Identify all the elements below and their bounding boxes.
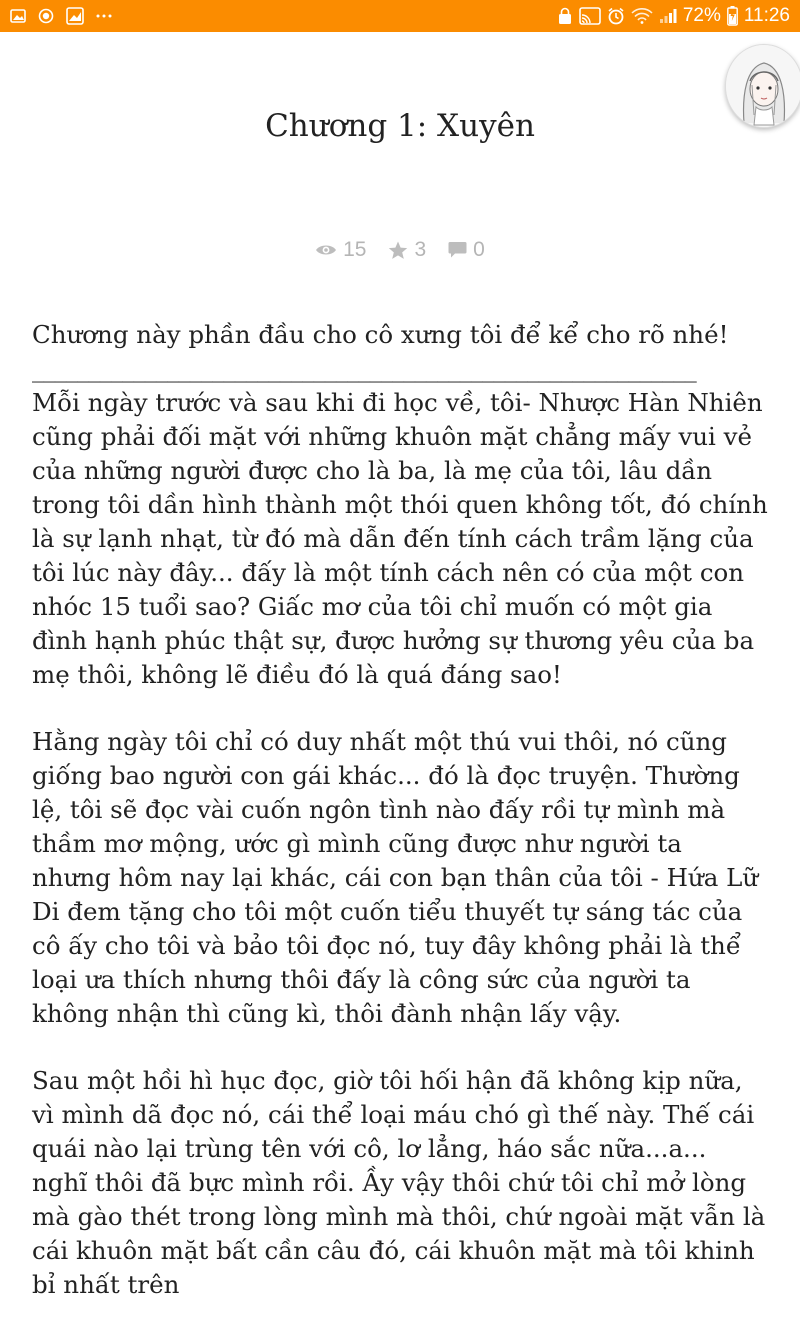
status-bar xyxy=(0,0,800,32)
paragraph: Mỗi ngày trước và sau khi đi học về, tôi- Nhược Hàn Nhiên cũng phải đối mặt với những khuôn mặt chẳng mấy vui vẻ của những người được cho là ba, là mẹ của tôi, lâu dần trong tôi dần hình thành một thói quen không tốt, đó chính là sự lạnh nhạt, từ đó mà dẫn đến tính cách trầm lặng của tôi lúc này đây... đấy là một tính cách nên có của một con nhóc 15 tuổi sao? Giấc mơ của tôi chỉ muốn có một gia đình hạnh phúc thật sự, được hưởng sự thương yêu của ba mẹ thôi, không lẽ điều đó là quá đáng sao! xyxy=(32,388,768,689)
votes-count: 3 xyxy=(414,238,427,261)
lock-icon xyxy=(557,7,573,25)
eye-icon xyxy=(315,243,337,257)
intro-note: Chương này phần đầu cho cô xưng tôi để kể cho rõ nhé! xyxy=(32,320,729,349)
cast-icon xyxy=(579,7,601,25)
paragraph: Hằng ngày tôi chỉ có duy nhất một thú vui thôi, nó cũng giống bao người con gái khác... đó là đọc truyện. Thường lệ, tôi sẽ đọc vài cuốn ngôn tình nào đấy rồi tự mình mà thầm mơ mộng, ước gì mình cũng được như người ta nhưng hôm nay lại khác, cái con bạn thân của tôi - Hứa Lữ Di đem tặng cho tôi một cuốn tiểu thuyết tự sáng tác của cô ấy cho tôi và bảo tôi đọc nó, tuy đây không phải là thể loại ưa thích nhưng thôi đấy là công sức của người ta không nhận thì cũng kì, thôi đành nhận lấy vậy. xyxy=(32,727,759,1028)
battery-percent: 72% xyxy=(682,5,721,26)
battery-charging-icon xyxy=(727,6,738,26)
chapter-stats xyxy=(0,238,800,262)
image-icon xyxy=(66,7,84,25)
chapter-content xyxy=(32,318,768,1335)
wifi-icon xyxy=(631,8,653,24)
notification-icons xyxy=(10,7,112,25)
comment-icon xyxy=(448,241,467,259)
signal-icon xyxy=(659,8,677,24)
views-count: 15 xyxy=(343,238,367,261)
clock: 11:26 xyxy=(743,5,790,26)
more-notifications-icon xyxy=(96,13,112,19)
star-icon xyxy=(388,241,408,260)
separator-line: ___________________________________________________________ xyxy=(32,354,696,383)
paragraph: Sau một hồi hì hục đọc, giờ tôi hối hận đã không kịp nữa, vì mình dã đọc nó, cái thể loại máu chó gì thế này. Thế cái quái nào lại trùng tên với cô, lơ lẳng, háo sắc nữa...a... nghĩ thôi đã bực mình rồi. Ầy vậy thôi chứ tôi chỉ mở lòng mà gào thét trong lòng mình mà thôi, chứ ngoài mặt vẫn là cái khuôn mặt bất cần câu đó, cái khuôn mặt mà tôi khinh bỉ nhất trên xyxy=(32,1066,766,1299)
alarm-icon xyxy=(607,7,625,25)
votes-stat xyxy=(388,238,426,262)
comments-count: 0 xyxy=(473,238,485,261)
record-icon xyxy=(38,8,54,24)
gallery-icon xyxy=(10,8,26,24)
views-stat xyxy=(315,238,366,262)
chapter-title: Chương 1: Xuyên xyxy=(265,108,535,144)
system-icons xyxy=(557,5,790,27)
comments-stat xyxy=(448,238,485,262)
